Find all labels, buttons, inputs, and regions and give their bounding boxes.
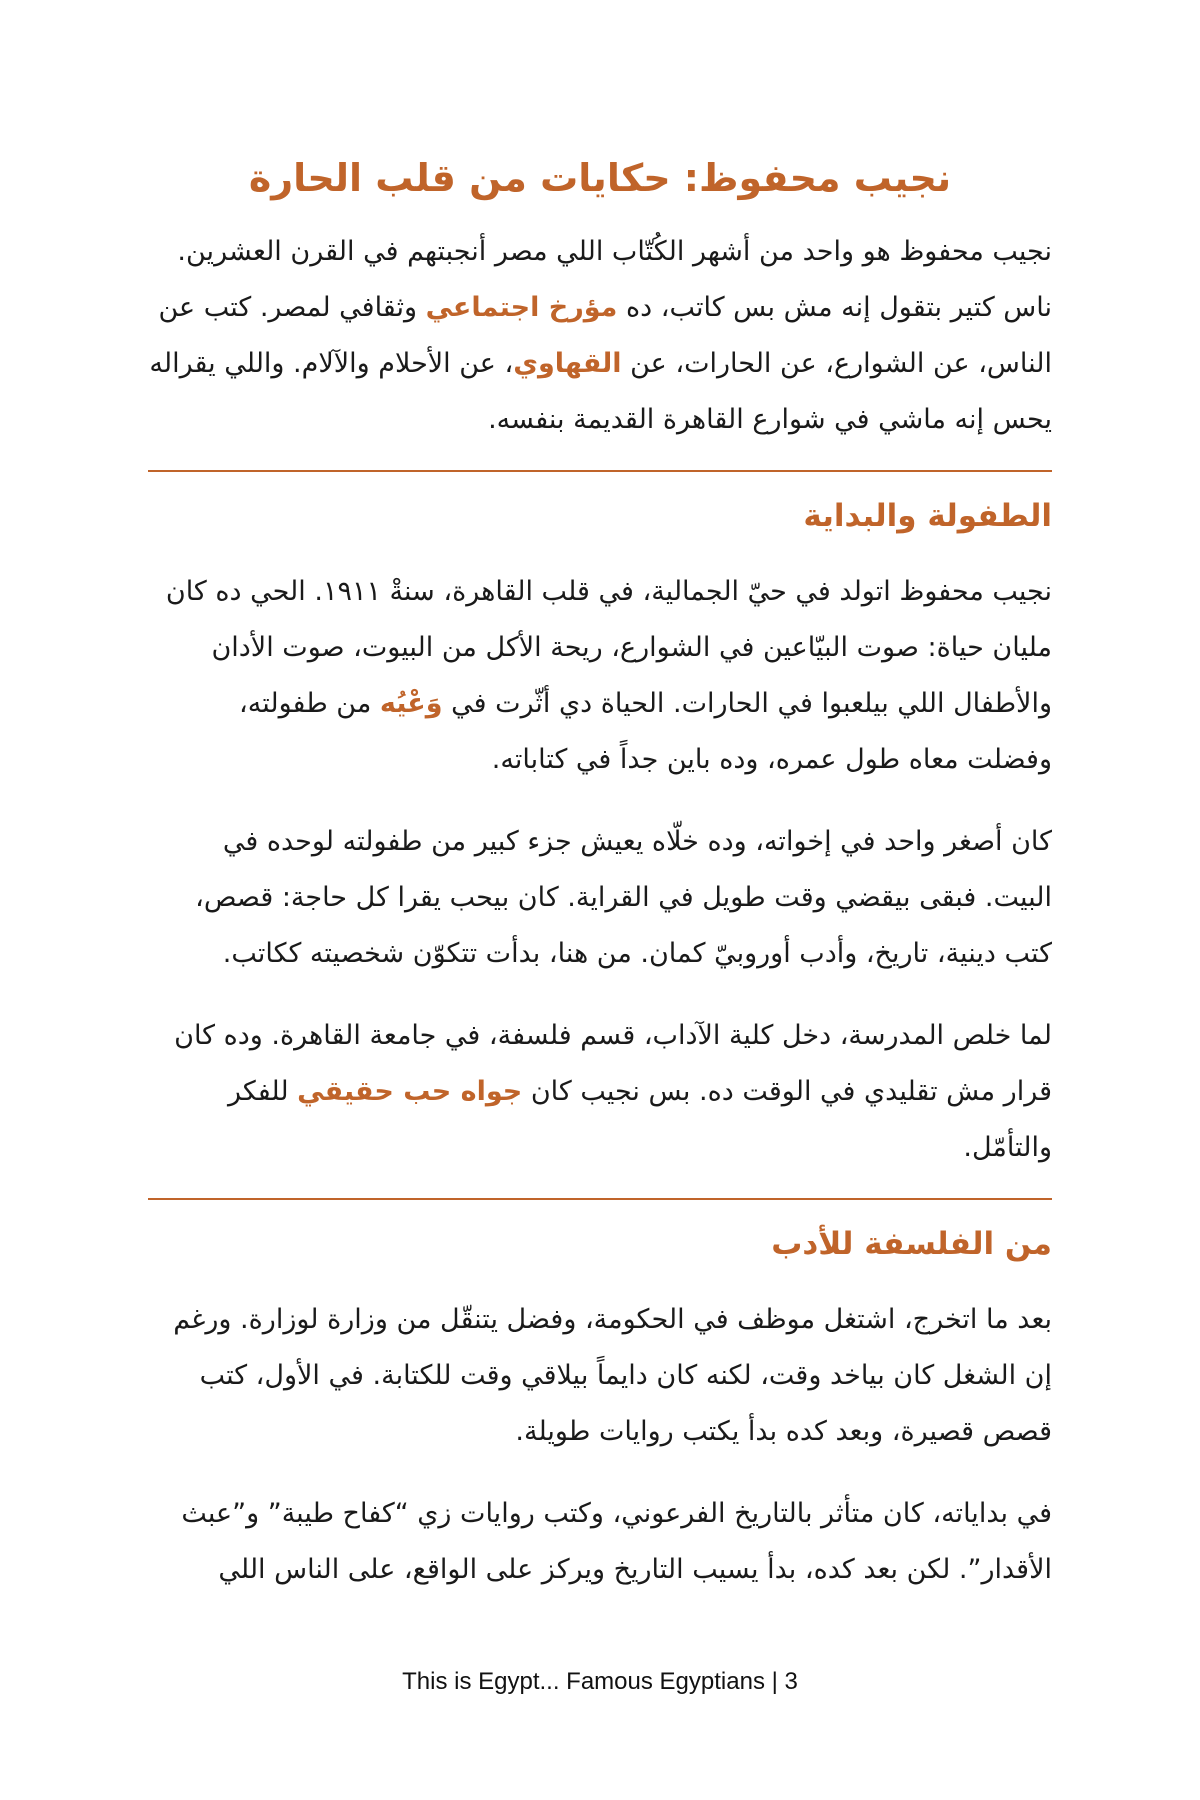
childhood-paragraph-2: كان أصغر واحد في إخواته، وده خلّاه يعيش جزء كبير من طفولته لوحده في البيت. فبقى بيقضي وقت طويل في القراية. كان بيحب يقرا كل حاجة: قصص، كتب دينية، تاريخ، وأدب أوروبيّ كمان. من هنا، بدأت تتكوّن شخصيته ككاتب. [195,826,1052,969]
intro-text-1: نجيب محفوظ هو واحد من أشهر الكُتّاب اللي مصر أنجبتهم في القرن العشرين. ناس كتير بتقول إنه مش بس كاتب، ده [177,236,1052,323]
section-divider [148,1198,1052,1200]
childhood-text-3: لما خلص المدرسة، دخل كلية الآداب، قسم فلسفة، في جامعة القاهرة. وده كان قرار مش تقليدي في الوقت ده. بس نجيب كان [174,1020,1052,1107]
highlight-true-love: جواه حب حقيقي [297,1076,523,1107]
philosophy-paragraph-1: بعد ما اتخرج، اشتغل موظف في الحكومة، وفضل يتنقّل من وزارة لوزارة. ورغم إن الشغل كان بياخد وقت، لكنه كان دايماً بيلاقي وقت للكتابة. في الأول، كتب قصص قصيرة، وبعد كده بدأ يكتب روايات طويلة. [173,1304,1052,1447]
page [148,150,1052,1750]
philosophy-paragraph-2: في بداياته، كان متأثر بالتاريخ الفرعوني، وكتب روايات زي “كفاح طيبة” و”عبث الأقدار”. لكن بعد كده، بدأ يسيب التاريخ ويركز على الواقع، على الناس اللي [181,1498,1052,1585]
intro-text-3: ، عن الأحلام والآلام. واللي يقراله يحس إنه ماشي في شوارع القاهرة القديمة بنفسه. [149,348,1052,435]
section-heading-philosophy: من الفلسفة للأدب [771,1226,1052,1262]
childhood-text-2: من طفولته، وفضلت معاه طول عمره، وده باين جداً في كتاباته. [239,688,1052,775]
page-footer: This is Egypt... Famous Egyptians | 3 [402,1668,798,1695]
intro-text-2: وثقافي لمصر. كتب عن الناس، عن الشوارع، عن الحارات، عن [158,292,1052,379]
highlight-cafes: القهاوي [513,348,622,379]
highlight-social-historian: مؤرخ اجتماعي [425,292,618,323]
page-title: نجيب محفوظ: حكايات من قلب الحارة [248,156,952,200]
section-heading-childhood: الطفولة والبداية [803,498,1052,534]
childhood-paragraph-1 [148,564,1052,788]
intro-paragraph [148,224,1052,448]
childhood-text-1: نجيب محفوظ اتولد في حيّ الجمالية، في قلب القاهرة، سنةْ ١٩١١. الحي ده كان مليان حياة: صوت البيّاعين في الشوارع، ريحة الأكل من البيوت، صوت الأدان والأطفال اللي بيلعبوا في الحارات. الحياة دي أثّرت في [165,576,1052,719]
section-divider [148,470,1052,472]
childhood-text-4: للفكر والتأمّل. [227,1076,1052,1163]
childhood-paragraph-3 [148,1008,1052,1176]
highlight-awareness: وَعْيُه [379,688,443,719]
